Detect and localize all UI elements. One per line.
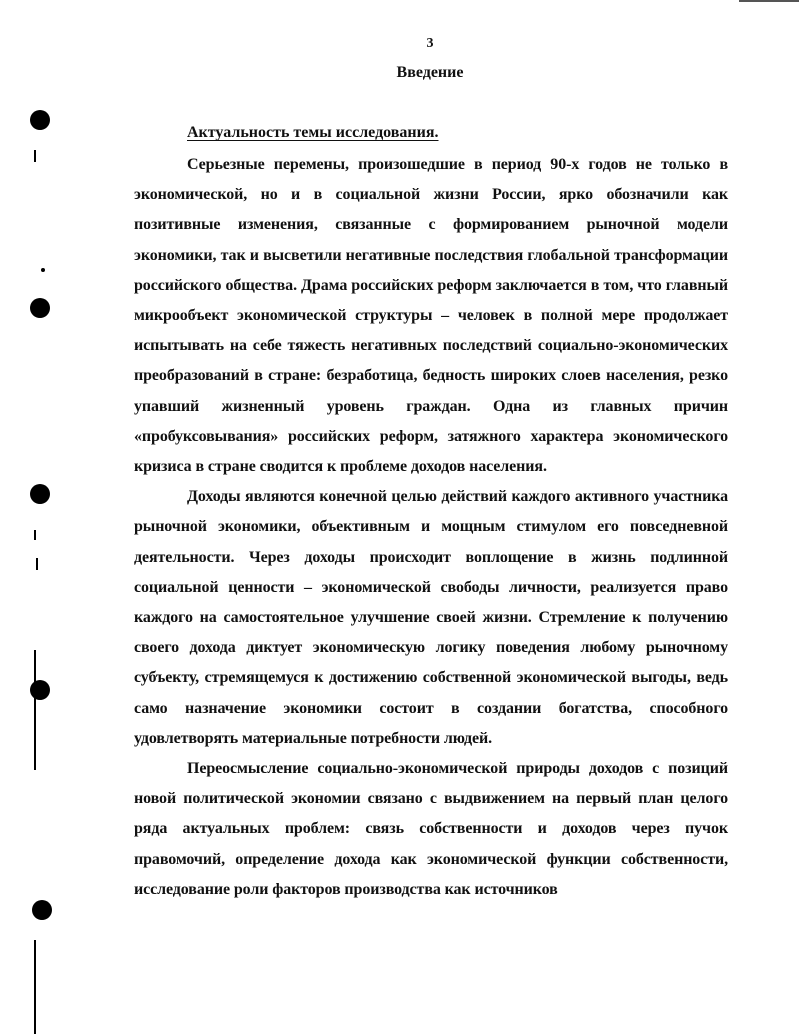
binder-hole <box>30 110 50 130</box>
section-heading: Актуальность темы исследования. <box>187 124 439 141</box>
paragraph: Серьезные перемены, произошедшие в период 90-х годов не только в экономической, но и в социальной жизни России, ярко обозначили как позитивные изменения, связанные с формированием рыночной модели экономики, так и высветили негативные последствия глобальной трансформации российского общества. Драма российских реформ заключается в том, что главный микрообъект экономической структуры – человек в полной мере продолжает испытывать на себе тяжесть негативных последствий социально-экономических преобразований в стране: безработица, бедность широких слоев населения, резко упавший жизненный уровень граждан. Одна из главных причин «пробуксовывания» российских реформ, затяжного характера экономического кризиса в стране сводится к проблеме доходов населения. <box>134 156 728 476</box>
scan-speck <box>41 268 45 272</box>
body-text <box>134 150 728 905</box>
page-number: 3 <box>426 36 434 51</box>
binder-hole <box>30 484 50 504</box>
binder-hole <box>30 298 50 318</box>
scan-corner-mark <box>739 0 799 2</box>
paragraph: Переосмысление социально-экономической природы доходов с позиций новой политической экономии связано с выдвижением на первый план целого ряда актуальных проблем: связь собственности и доходов через пучок правомочий, определение дохода как экономической функции собственности, исследование роли факторов производства как источников <box>134 760 728 898</box>
binder-hole <box>32 900 52 920</box>
paragraph: Доходы являются конечной целью действий каждого активного участника рыночной экономики, объективным и мощным стимулом его повседневной деятельности. Через доходы происходит воплощение в жизнь подлинной социальной ценности – экономической свободы личности, реализуется право каждого на самостоятельное улучшение своей жизни. Стремление к получению своего дохода диктует экономическую логику поведения любому рыночному субъекту, стремящемуся к достижению собственной экономической выгоды, ведь само назначение экономики состоит в создании богатства, способного удовлетворять материальные потребности людей. <box>134 488 728 747</box>
scan-margin-line <box>36 558 38 570</box>
page-title: Введение <box>396 64 464 81</box>
binder-hole <box>30 680 50 700</box>
scan-margin-line <box>34 150 36 162</box>
scan-margin-line <box>34 650 36 770</box>
scan-margin-line <box>34 530 36 540</box>
scan-margin-line <box>34 940 36 1034</box>
